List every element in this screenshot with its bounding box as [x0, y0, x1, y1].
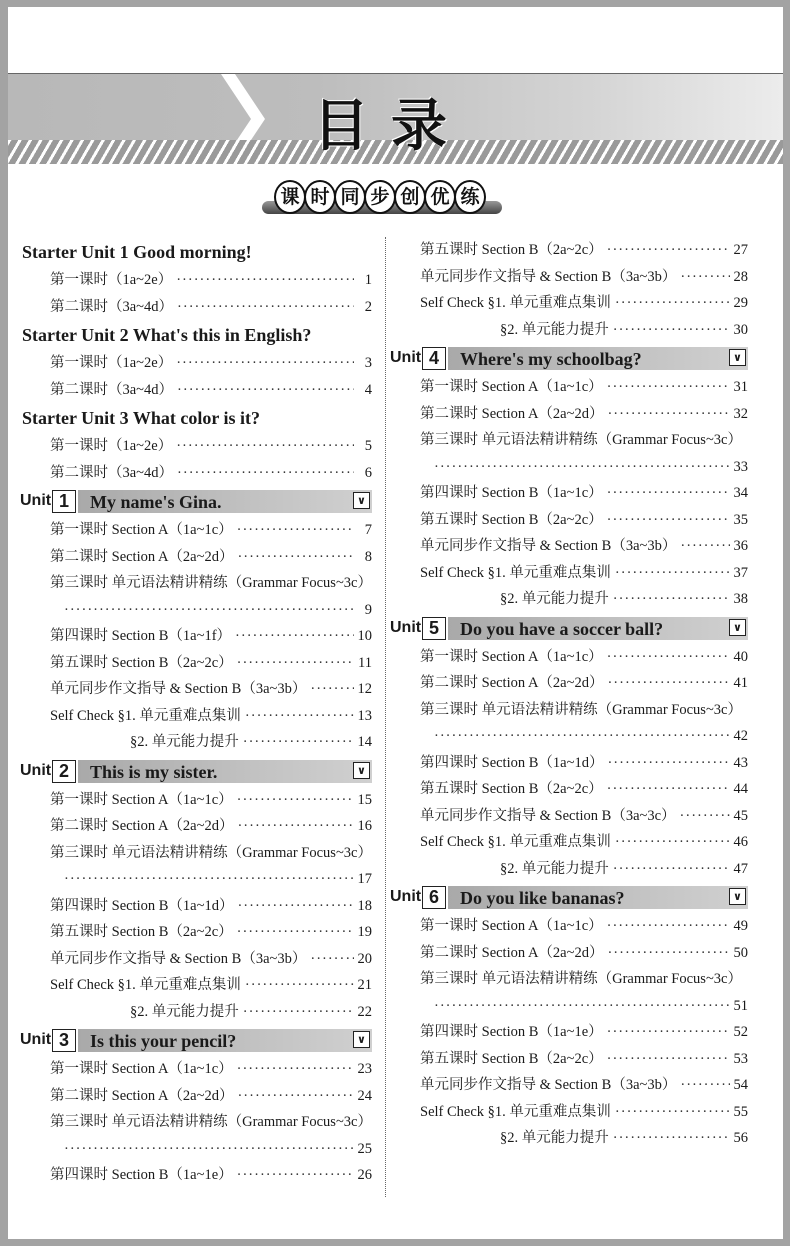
unit-label: Unit	[20, 761, 52, 779]
dot-leader	[613, 586, 730, 613]
entry-label: §2. 单元能力提升	[500, 1130, 609, 1146]
dot-leader	[607, 1046, 730, 1073]
subtitle-char: 练	[454, 180, 486, 214]
entry-label: 单元同步作文指导 & Section B（3a~3b）	[420, 1077, 677, 1093]
toc-entry[interactable]	[390, 644, 748, 671]
entry-label: 第四课时 Section B（1a~1d）	[420, 754, 604, 771]
toc-entry[interactable]	[20, 893, 372, 920]
dot-leader	[237, 813, 353, 840]
entry-label: 第一课时 Section A（1a~1c）	[50, 791, 233, 808]
dot-leader	[64, 866, 354, 893]
toc-entry[interactable]	[390, 1099, 748, 1126]
toc-entry[interactable]	[20, 570, 372, 597]
unit-header-2[interactable]	[20, 760, 372, 784]
entry-label: 第五课时 Section B（2a~2c）	[420, 781, 603, 797]
entry-label: §2. 单元能力提升	[130, 734, 239, 750]
toc-entry[interactable]	[20, 1109, 372, 1136]
page-number: 56	[733, 1130, 748, 1146]
page-number: 44	[733, 781, 748, 797]
page-number: 53	[733, 1050, 748, 1067]
entry-label: 第二课时（3a~4d）	[50, 298, 174, 315]
page-number: 40	[733, 648, 748, 665]
toc-entry[interactable]	[20, 787, 372, 814]
toc-entry[interactable]	[390, 1072, 748, 1099]
toc-entry[interactable]	[20, 267, 372, 294]
entry-label: 第四课时 Section B（1a~1e）	[420, 1024, 603, 1040]
toc-entry[interactable]	[390, 697, 748, 724]
page-number: 35	[733, 511, 748, 528]
dot-leader	[607, 237, 730, 264]
dot-leader	[176, 433, 354, 460]
dot-leader	[613, 1125, 730, 1152]
dot-leader	[434, 454, 730, 481]
chevron-down-icon[interactable]: ∨	[353, 492, 370, 509]
subtitle-char: 时	[304, 180, 336, 214]
dot-leader	[680, 264, 729, 291]
dot-leader	[176, 350, 354, 377]
entry-label: 第五课时 Section B（2a~2c）	[420, 511, 603, 528]
starter-unit-title: Starter Unit 1 Good morning!	[22, 242, 252, 262]
toc-entry[interactable]	[390, 856, 748, 883]
unit-number: 3	[52, 1029, 76, 1052]
entry-label: 第一课时 Section A（1a~1c）	[420, 379, 603, 395]
page-number: 51	[733, 997, 748, 1014]
toc-entry-continuation[interactable]	[20, 1136, 372, 1163]
dot-leader	[607, 480, 730, 507]
chevron-down-icon[interactable]: ∨	[353, 762, 370, 779]
entry-label: Self Check §1. 单元重难点集训	[420, 564, 611, 581]
toc-entry[interactable]	[390, 1046, 748, 1073]
subtitle-char: 课	[274, 180, 306, 214]
entry-label: 第一课时（1a~2e）	[50, 272, 173, 288]
unit-number: 1	[52, 490, 76, 513]
dot-leader	[243, 729, 354, 756]
toc-entry[interactable]	[390, 427, 748, 454]
entry-label: 第五课时 Section B（2a~2c）	[420, 242, 603, 258]
page-number: 23	[357, 1061, 372, 1077]
entry-label: 第二课时 Section A（2a~2d）	[50, 548, 234, 565]
page-number: 18	[357, 897, 372, 914]
entry-label: 第三课时 单元语法精讲精练（Grammar Focus~3c）	[420, 701, 742, 718]
page-number: 33	[733, 458, 748, 475]
page-number: 41	[733, 675, 748, 691]
toc-entry-continuation[interactable]	[390, 723, 748, 750]
page-number: 15	[357, 791, 372, 808]
toc-right-column	[390, 237, 748, 1152]
dot-leader	[680, 533, 729, 560]
dot-leader	[607, 644, 730, 671]
page-number: 32	[733, 405, 748, 422]
dot-leader	[613, 317, 730, 344]
dot-leader	[607, 750, 729, 777]
page-number: 37	[733, 564, 748, 581]
page-number: 46	[733, 834, 748, 850]
unit-label: Unit	[20, 1031, 52, 1048]
subtitle-char: 优	[424, 180, 456, 214]
dot-leader	[237, 650, 354, 677]
starter-unit-title: Starter Unit 2 What's this in English?	[22, 325, 312, 345]
toc-entry[interactable]	[20, 377, 372, 404]
entry-label: 第二课时（3a~4d）	[50, 464, 174, 481]
entry-label: Self Check §1. 单元重难点集训	[50, 977, 241, 993]
page-number: 17	[357, 871, 372, 887]
page-number: 43	[733, 754, 748, 771]
page-number: 54	[733, 1077, 748, 1093]
entry-label: 单元同步作文指导 & Section B（3a~3b）	[50, 681, 307, 697]
dot-leader	[615, 290, 730, 317]
dot-leader	[245, 972, 354, 999]
toc-entry[interactable]	[20, 972, 372, 999]
dot-leader	[237, 1056, 354, 1083]
page-number: 19	[357, 924, 372, 940]
dot-leader	[607, 670, 729, 697]
dot-leader	[310, 946, 353, 973]
unit-label: Unit	[390, 618, 422, 636]
entry-label: 第五课时 Section B（2a~2c）	[50, 924, 233, 940]
toc-entry[interactable]	[390, 776, 748, 803]
entry-label: 第三课时 单元语法精讲精练（Grammar Focus~3c）	[50, 844, 372, 861]
dot-leader	[237, 544, 354, 571]
unit-label: Unit	[390, 888, 422, 905]
page-number: 27	[733, 242, 748, 258]
unit-label: Unit	[20, 492, 52, 509]
dot-leader	[243, 999, 354, 1026]
toc-entry[interactable]	[390, 803, 748, 830]
toc-entry[interactable]	[390, 264, 748, 291]
unit-number: 4	[422, 347, 446, 370]
page-number: 52	[733, 1024, 748, 1040]
page-number: 3	[364, 355, 372, 371]
entry-label: 第二课时 Section A（2a~2d）	[420, 675, 604, 691]
toc-entry[interactable]	[20, 919, 372, 946]
page-number: 28	[733, 268, 748, 285]
page-number: 38	[733, 591, 748, 607]
unit-header-5[interactable]	[390, 617, 748, 641]
toc-entry[interactable]	[20, 517, 372, 544]
dot-leader	[607, 507, 730, 534]
entry-label: 第二课时 Section A（2a~2d）	[50, 818, 234, 834]
entry-label: 第二课时（3a~4d）	[50, 381, 174, 398]
dot-leader	[615, 1099, 730, 1126]
dot-leader	[177, 460, 354, 487]
page-number: 34	[733, 485, 748, 501]
unit-number: 5	[422, 617, 446, 640]
subtitle-char: 步	[364, 180, 396, 214]
page-number: 25	[357, 1140, 372, 1157]
entry-label: 第一课时（1a~2e）	[50, 438, 173, 454]
dot-leader	[177, 377, 354, 404]
entry-label: §2. 单元能力提升	[500, 860, 609, 877]
page-number: 7	[364, 522, 372, 538]
toc-entry[interactable]	[390, 1019, 748, 1046]
page-number: 12	[357, 681, 372, 697]
page-number: 36	[733, 538, 748, 554]
dot-leader	[64, 597, 354, 624]
page-number: 20	[357, 950, 372, 967]
page-number: 2	[364, 298, 372, 315]
entry-label: Self Check §1. 单元重难点集训	[420, 834, 611, 850]
page	[8, 7, 783, 1239]
toc-entry[interactable]	[20, 544, 372, 571]
page-number: 14	[357, 734, 372, 750]
header-banner	[8, 73, 783, 164]
toc-entry-continuation[interactable]	[390, 993, 748, 1020]
toc-entry[interactable]	[20, 350, 372, 377]
dot-leader	[237, 517, 354, 544]
entry-label: §2. 单元能力提升	[130, 1003, 239, 1020]
unit-number: 2	[52, 760, 76, 783]
unit-label: Unit	[390, 349, 422, 366]
subtitle-char: 同	[334, 180, 366, 214]
toc-entry[interactable]	[20, 623, 372, 650]
entry-label: 第二课时 Section A（2a~2d）	[50, 1087, 234, 1104]
dot-leader	[680, 803, 730, 830]
column-divider	[385, 237, 386, 1197]
toc-entry[interactable]	[390, 966, 748, 993]
toc-entry[interactable]	[20, 433, 372, 460]
toc-entry[interactable]	[390, 560, 748, 587]
page-number: 6	[364, 464, 372, 481]
dot-leader	[235, 623, 353, 650]
toc-entry[interactable]	[390, 829, 748, 856]
page-number: 24	[357, 1087, 372, 1104]
entry-label: 单元同步作文指导 & Section B（3a~3c）	[420, 807, 676, 824]
unit-title: My name's Gina.	[90, 492, 222, 512]
entry-label: 第二课时 Section A（2a~2d）	[420, 944, 604, 961]
toc-entry-continuation[interactable]	[20, 866, 372, 893]
dot-leader	[607, 401, 729, 428]
unit-title: This is my sister.	[90, 761, 218, 782]
toc-entry[interactable]	[20, 729, 372, 756]
unit-header-1[interactable]	[20, 490, 372, 514]
entry-label: 第五课时 Section B（2a~2c）	[420, 1050, 603, 1067]
entry-label: 第一课时（1a~2e）	[50, 355, 173, 371]
entry-label: 单元同步作文指导 & Section B（3a~3b）	[420, 538, 677, 554]
toc-entry[interactable]	[390, 533, 748, 560]
entry-label: 第一课时 Section A（1a~1c）	[50, 1061, 233, 1077]
entry-label: Self Check §1. 单元重难点集训	[50, 707, 241, 724]
toc-entry[interactable]	[20, 650, 372, 677]
subtitle-char: 创	[394, 180, 426, 214]
page-number: 55	[733, 1103, 748, 1120]
dot-leader	[237, 893, 353, 920]
page-number: 13	[357, 707, 372, 724]
toc-entry[interactable]	[390, 913, 748, 940]
page-number: 10	[357, 628, 372, 644]
toc-entry[interactable]	[20, 1162, 372, 1189]
page-number: 26	[357, 1167, 372, 1183]
dot-leader	[310, 676, 353, 703]
entry-label: 第五课时 Section B（2a~2c）	[50, 654, 233, 671]
entry-label: 第三课时 单元语法精讲精练（Grammar Focus~3c）	[50, 1114, 372, 1130]
dot-leader	[607, 1019, 730, 1046]
dot-leader	[64, 1136, 354, 1163]
page-number: 16	[357, 818, 372, 834]
dot-leader	[237, 1083, 353, 1110]
entry-label: 第二课时 Section A（2a~2d）	[420, 405, 604, 422]
dot-leader	[607, 913, 730, 940]
toc-left-column	[20, 237, 372, 1189]
entry-label: 第四课时 Section B（1a~1e）	[50, 1167, 233, 1183]
entry-label: 第四课时 Section B（1a~1c）	[420, 485, 603, 501]
toc-entry[interactable]	[390, 317, 748, 344]
page-number: 5	[364, 438, 372, 454]
entry-label: Self Check §1. 单元重难点集训	[420, 295, 611, 311]
dot-leader	[607, 776, 730, 803]
entry-label: 第四课时 Section B（1a~1f）	[50, 628, 232, 644]
page-number: 22	[357, 1003, 372, 1020]
chevron-down-icon[interactable]: ∨	[729, 619, 746, 636]
toc-entry[interactable]	[390, 237, 748, 264]
unit-title: Do you like bananas?	[460, 888, 625, 908]
dot-leader	[607, 940, 729, 967]
dot-leader	[615, 829, 730, 856]
dot-leader	[245, 703, 354, 730]
dot-leader	[237, 1162, 354, 1189]
page-number: 49	[733, 918, 748, 934]
page-number: 9	[364, 601, 372, 618]
unit-header-6[interactable]	[390, 886, 748, 910]
page-number: 29	[733, 295, 748, 311]
page-number: 1	[364, 272, 372, 288]
entry-label: 第一课时 Section A（1a~1c）	[420, 918, 603, 934]
toc-entry[interactable]	[20, 1083, 372, 1110]
entry-label: 第三课时 单元语法精讲精练（Grammar Focus~3c）	[420, 971, 742, 987]
toc-entry[interactable]	[20, 999, 372, 1026]
page-number: 4	[364, 381, 372, 398]
page-number: 31	[733, 379, 748, 395]
page-number: 8	[364, 548, 372, 565]
toc-entry-continuation[interactable]	[390, 454, 748, 481]
unit-title: Do you have a soccer ball?	[460, 618, 664, 639]
page-number: 21	[357, 977, 372, 993]
toc-entry[interactable]	[20, 946, 372, 973]
page-number: 11	[358, 654, 372, 671]
toc-entry[interactable]	[390, 1125, 748, 1152]
dot-leader	[615, 560, 730, 587]
entry-label: 第一课时 Section A（1a~1c）	[420, 648, 603, 665]
toc-entry[interactable]	[390, 586, 748, 613]
toc-entry[interactable]	[20, 840, 372, 867]
page-number: 42	[733, 728, 748, 744]
dot-leader	[434, 993, 730, 1020]
toc-entry[interactable]	[390, 507, 748, 534]
dot-leader	[607, 374, 730, 401]
entry-label: 第三课时 单元语法精讲精练（Grammar Focus~3c）	[50, 575, 372, 591]
entry-label: 单元同步作文指导 & Section B（3a~3b）	[50, 950, 307, 967]
toc-entry[interactable]	[20, 460, 372, 487]
dot-leader	[176, 267, 354, 294]
dot-leader	[613, 856, 730, 883]
page-number: 47	[733, 860, 748, 877]
toc-entry[interactable]	[390, 750, 748, 777]
unit-header-4[interactable]	[390, 347, 748, 371]
entry-label: 第三课时 单元语法精讲精练（Grammar Focus~3c）	[420, 432, 742, 448]
toc-entry-continuation[interactable]	[20, 597, 372, 624]
dot-leader	[237, 787, 354, 814]
entry-label: §2. 单元能力提升	[500, 321, 609, 338]
toc-entry[interactable]	[390, 374, 748, 401]
section-subtitle	[260, 179, 510, 219]
unit-number: 6	[422, 886, 446, 909]
toc-entry[interactable]	[20, 1056, 372, 1083]
chevron-down-icon[interactable]: ∨	[353, 1031, 370, 1048]
unit-title: Where's my schoolbag?	[460, 349, 642, 369]
toc-entry[interactable]	[390, 670, 748, 697]
dot-leader	[434, 723, 730, 750]
toc-entry[interactable]	[20, 294, 372, 321]
entry-label: 第一课时 Section A（1a~1c）	[50, 522, 233, 538]
page-title: 目录	[313, 94, 469, 159]
entry-label: Self Check §1. 单元重难点集训	[420, 1103, 611, 1120]
entry-label: 单元同步作文指导 & Section B（3a~3b）	[420, 268, 677, 285]
toc-entry[interactable]	[20, 676, 372, 703]
unit-header-3[interactable]	[20, 1029, 372, 1053]
dot-leader	[680, 1072, 729, 1099]
starter-unit-title: Starter Unit 3 What color is it?	[22, 408, 260, 428]
dot-leader	[237, 919, 354, 946]
page-number: 45	[733, 807, 748, 824]
chevron-down-icon[interactable]: ∨	[729, 349, 746, 366]
page-number: 30	[733, 321, 748, 338]
toc-entry[interactable]	[20, 813, 372, 840]
toc-entry[interactable]	[20, 703, 372, 730]
entry-label: 第四课时 Section B（1a~1d）	[50, 897, 234, 914]
toc-entry[interactable]	[390, 401, 748, 428]
chevron-down-icon[interactable]: ∨	[729, 888, 746, 905]
toc-entry[interactable]	[390, 290, 748, 317]
entry-label: §2. 单元能力提升	[500, 591, 609, 607]
unit-title: Is this your pencil?	[90, 1031, 237, 1051]
toc-entry[interactable]	[390, 480, 748, 507]
toc-entry[interactable]	[390, 940, 748, 967]
dot-leader	[177, 294, 354, 321]
page-number: 50	[733, 944, 748, 961]
